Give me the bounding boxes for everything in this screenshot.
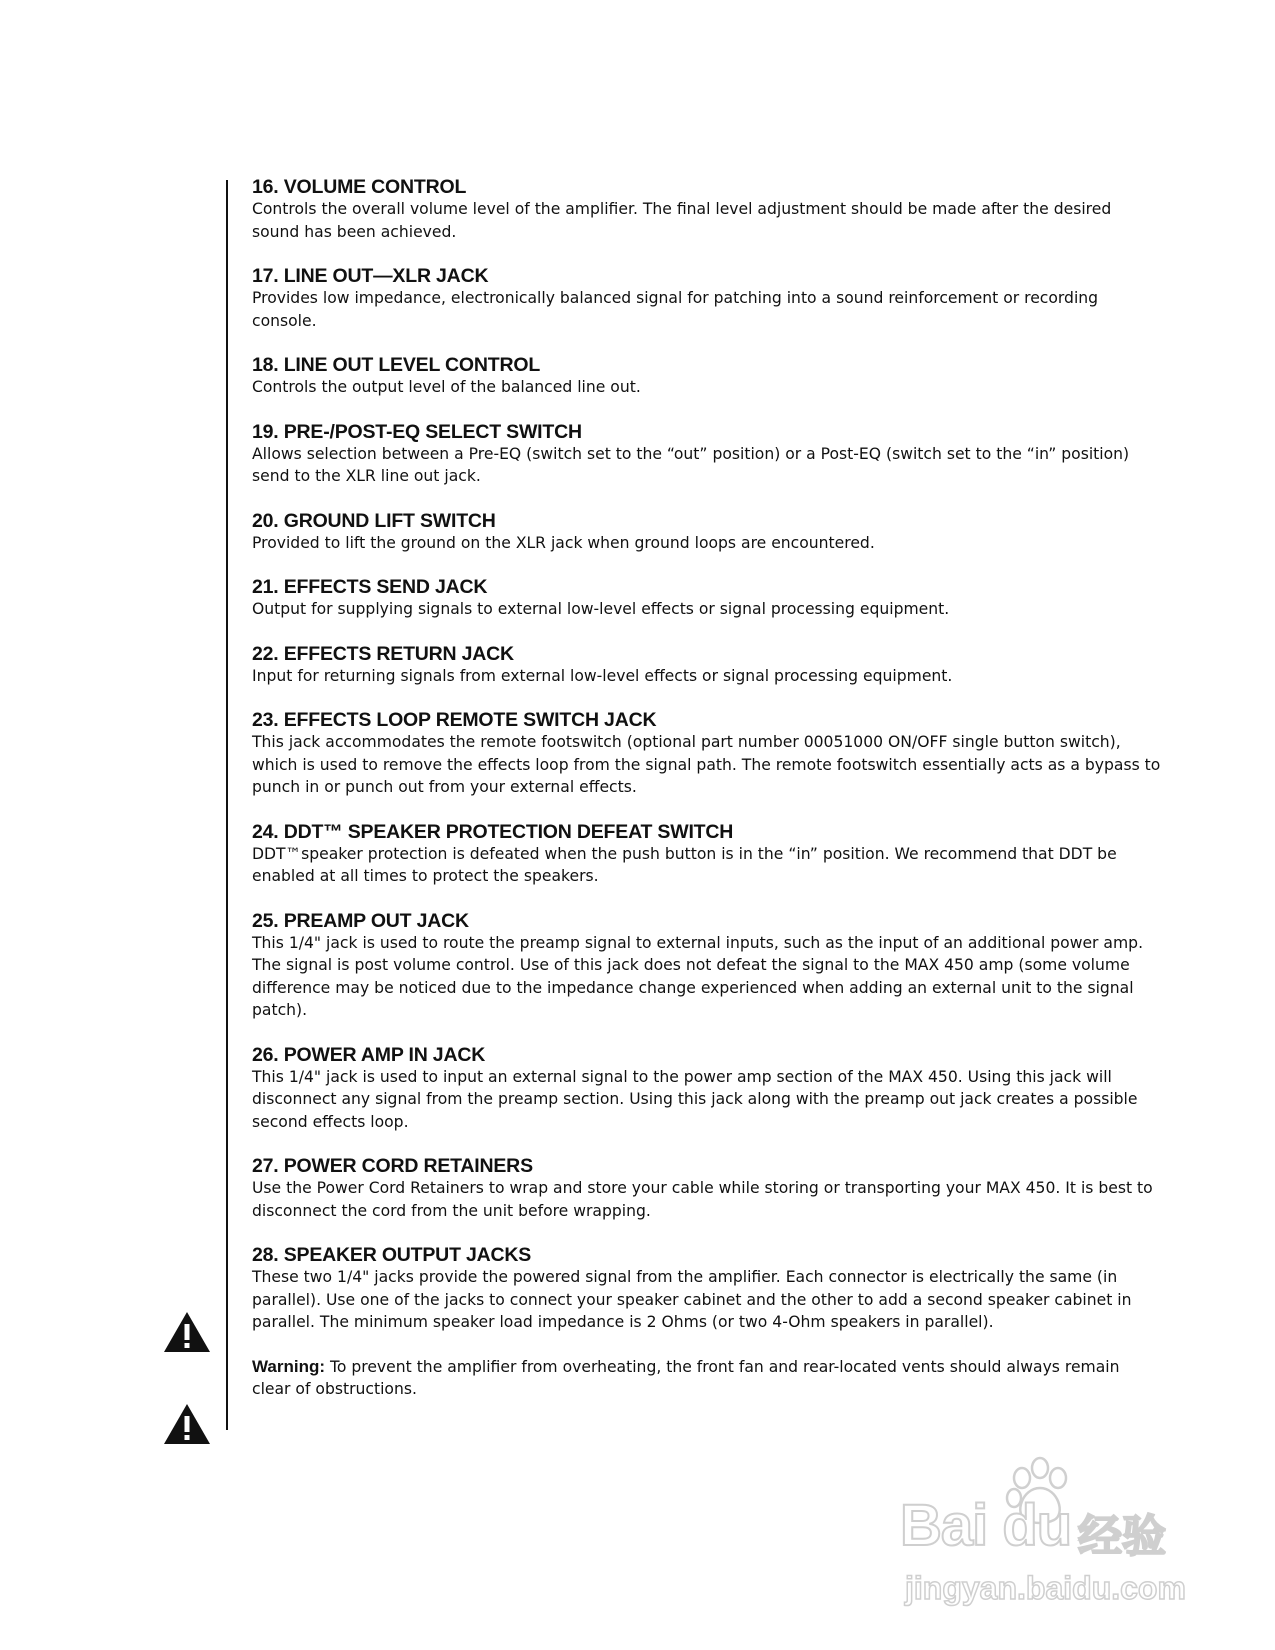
section-preamp-out-jack: [252, 910, 1162, 1022]
section-body: Controls the output level of the balanced line out.: [252, 378, 641, 396]
section-power-cord-retainers: [252, 1155, 1162, 1222]
section-body: These two 1/4" jacks provide the powered signal from the amplifier. Each connector is electrically the same (in parallel). Use one of the jacks to connect your speaker cabinet and the other to add a second speaker cabinet in parallel. The minimum speaker load impedance is 2 Ohms (or two 4-Ohm speakers in parallel).: [252, 1268, 1132, 1331]
section-body: Provides low impedance, electronically balanced signal for patching into a sound reinforcement or recording console.: [252, 289, 1099, 330]
section-title: 17. LINE OUT—XLR JACK: [252, 265, 489, 287]
section-power-amp-in-jack: [252, 1044, 1162, 1134]
section-body: This jack accommodates the remote footswitch (optional part number 00051000 ON/OFF single button switch), which is used to remove the effects loop from the signal path. The remote footswitch essentially acts as a bypass to punch in or punch out from your external effects.: [252, 733, 1161, 796]
warning-triangle-icon: [162, 1402, 212, 1446]
section-line-out-xlr-jack: [252, 265, 1162, 332]
section-effects-return-jack: [252, 643, 1162, 688]
baidu-watermark: [900, 1452, 1200, 1622]
section-title: 19. PRE-/POST-EQ SELECT SWITCH: [252, 420, 582, 443]
section-body: Allows selection between a Pre-EQ (switch set to the “out” position) or a Post-EQ (switch set to the “in” position) send to the XLR line out jack.: [252, 444, 1130, 485]
warning-label: Warning:: [252, 1356, 326, 1376]
section-title: 27. POWER CORD RETAINERS: [252, 1155, 533, 1177]
watermark-brand: Bai du: [900, 1493, 1072, 1558]
section-effects-loop-remote-jack: [252, 709, 1162, 799]
section-line-out-level-control: [252, 354, 1162, 399]
section-title: 28. SPEAKER OUTPUT JACKS: [252, 1244, 532, 1266]
section-title: 25. PREAMP OUT JACK: [252, 909, 469, 932]
section-pre-post-eq-switch: [252, 421, 1162, 488]
manual-content: [252, 176, 1162, 1401]
section-speaker-output-jacks: [252, 1244, 1162, 1334]
section-body: Provided to lift the ground on the XLR jack when ground loops are encountered.: [252, 533, 875, 552]
section-effects-send-jack: [252, 576, 1162, 621]
margin-rule: [226, 180, 228, 1430]
section-body: This 1/4" jack is used to route the preamp signal to external inputs, such as the input of an additional power amp. The signal is post volume control. Use of this jack does not defeat the signal to the MAX 450 amp (some volume difference may be noticed due to the impedance change experienced when adding an external unit to the signal patch).: [252, 933, 1144, 1019]
section-body: Input for returning signals from external low-level effects or signal processing equipment.: [252, 666, 953, 685]
watermark-jingyan: 经验: [1078, 1512, 1166, 1561]
section-body: Controls the overall volume level of the amplifier. The final level adjustment should be made after the desired sound has been achieved.: [252, 200, 1112, 241]
section-body: Use the Power Cord Retainers to wrap and store your cable while storing or transporting your MAX 450. It is best to disconnect the cord from the unit before wrapping.: [252, 1179, 1153, 1220]
section-ddt-defeat-switch: [252, 821, 1162, 888]
section-body: Output for supplying signals to external low-level effects or signal processing equipment.: [252, 600, 950, 618]
watermark-url: jingyan.baidu.com: [905, 1570, 1186, 1606]
section-body: DDT™speaker protection is defeated when the push button is in the “in” position. We recommend that DDT be enabled at all times to protect the speakers.: [252, 844, 1117, 885]
section-body: This 1/4" jack is used to input an external signal to the power amp section of the MAX 450. Using this jack will disconnect any signal from the preamp section. Using this jack along with the preamp out jack creates a possible second effects loop.: [252, 1067, 1138, 1131]
section-title: 16. VOLUME CONTROL: [252, 176, 467, 198]
section-ground-lift-switch: [252, 510, 1162, 555]
section-title: 22. EFFECTS RETURN JACK: [252, 642, 514, 665]
section-title: 23. EFFECTS LOOP REMOTE SWITCH JACK: [252, 709, 657, 731]
warning-text: To prevent the amplifier from overheating, the front fan and rear-located vents should always remain clear of obstructions.: [252, 1357, 1120, 1398]
section-volume-control: [252, 176, 1162, 243]
section-title: 26. POWER AMP IN JACK: [252, 1043, 486, 1066]
warning-triangle-icon: [162, 1310, 212, 1354]
section-title: 18. LINE OUT LEVEL CONTROL: [252, 354, 541, 376]
section-title: 20. GROUND LIFT SWITCH: [252, 509, 496, 532]
section-title: 24. DDT™ SPEAKER PROTECTION DEFEAT SWITCH: [252, 820, 734, 843]
section-title: 21. EFFECTS SEND JACK: [252, 576, 488, 598]
warning-note: [252, 1356, 1162, 1401]
